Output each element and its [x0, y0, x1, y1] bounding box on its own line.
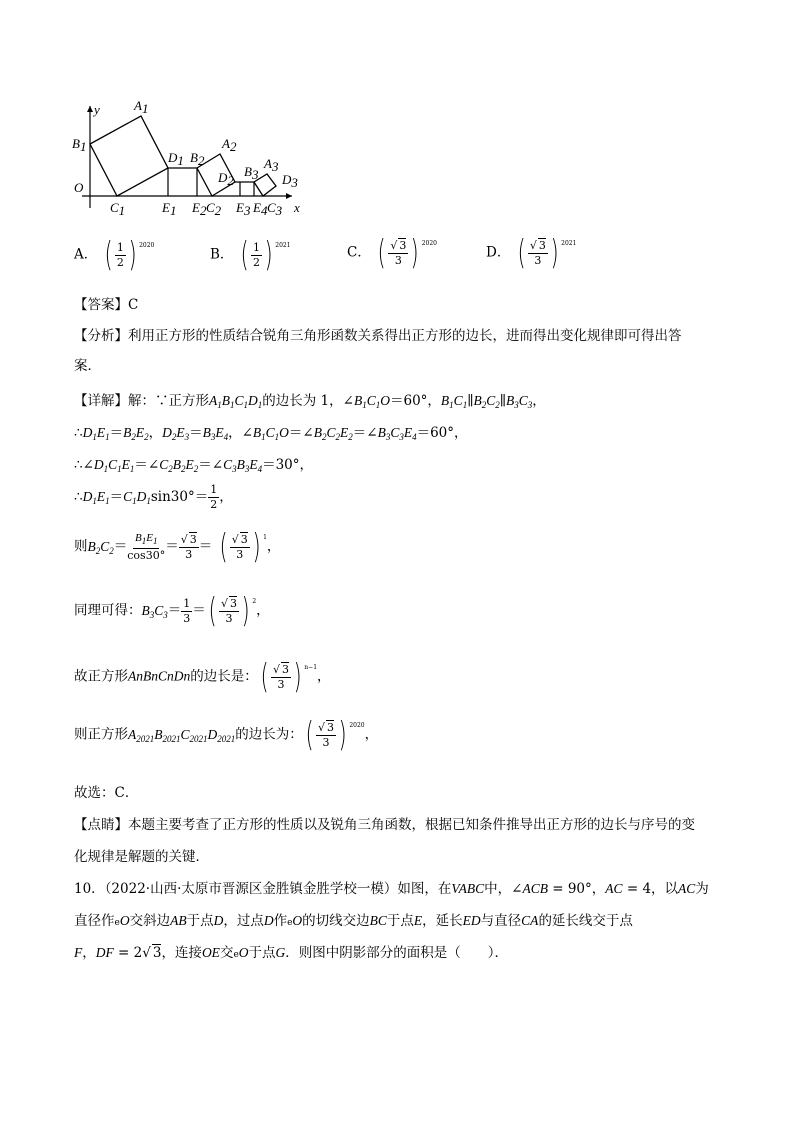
q10-line-3: F，DF = 2√ 3，连接OE交eO于点G．则图中阴影部分的面积是（ ）． [74, 945, 509, 961]
detail-line-5: 则$B_2C_2=$ $\frac{B_1E_1}{\cos 30^\circ}$ ＝ $\frac{√ 3}{3}$ ＝ ( $\frac{√ 3}{3}$ ) $^1$， [74, 527, 281, 567]
origin-label: O [74, 180, 84, 195]
svg-text:D3: D3 [282, 172, 298, 190]
answer-line: 【答案】C [74, 297, 139, 313]
svg-text:C3: C3 [267, 200, 283, 218]
detail-line-1: 【详解】解：∵正方形$A_1B_1C_1D_1$的边长为 1，$\angle B_1C_1O=60^\circ$，$B_1C_1\parallel B_2C_2\parallel B_3C_3$， [74, 393, 546, 410]
svg-text:D1: D1 [168, 150, 184, 168]
svg-text:E2: E2 [192, 200, 207, 218]
svg-text:E4: E4 [253, 200, 268, 218]
option-d[interactable]: D． ( $\frac{√ 3}{3}$ ) $^{2021}$ [486, 233, 577, 273]
svg-text:C1: C1 [110, 200, 126, 218]
detail-line-9: 故选：C． [74, 785, 139, 801]
detail-line-2: $\therefore D_1E_1=B_2E_2$，$D_2E_3=B_3E_4$，$\angle B_1C_1O=\angle B_2C_2E_2=\angle B_3C_3E_4=60^\circ$， [74, 425, 468, 442]
svg-text:C2: C2 [206, 200, 222, 218]
analysis-line-1: 【分析】利用正方形的性质结合锐角三角形函数关系得出正方形的边长，进而得出变化规律即可得出答 [74, 328, 682, 344]
x-label: x [294, 200, 300, 215]
detail-line-3: $\therefore\angle D_1C_1E_1=\angle C_2B_2E_2=\angle C_3B_3E_4=30^\circ$， [74, 457, 314, 474]
svg-text:A1: A1 [134, 98, 149, 116]
svg-text:B2: B2 [190, 150, 205, 168]
q10-line-2: 直径作eO交斜边AB于点D，过点D作eO的切线交边BC于点E，延长ED与直径CA的延长线交于点 [74, 913, 633, 929]
analysis-line-2: 案． [74, 358, 101, 374]
svg-text:A3: A3 [264, 156, 279, 174]
detail-line-4: $\therefore D_1E_1=C_1D_1\sin 30^\circ=$ $\frac{1}{2}$ ， [74, 483, 233, 511]
option-b[interactable]: B． ( $\frac{1}{2}$ ) $^{2021}$ [210, 235, 291, 275]
square-1 [90, 116, 168, 196]
svg-text:D2: D2 [218, 170, 234, 188]
option-c[interactable]: C． ( $\frac{√ 3}{3}$ ) $^{2020}$ [347, 233, 437, 273]
svg-text:B3: B3 [244, 164, 259, 182]
svg-text:A2: A2 [222, 136, 237, 154]
option-a[interactable]: A． ( $\frac{1}{2}$ ) $^{2020}$ [74, 235, 155, 275]
y-label: y [94, 102, 100, 117]
svg-text:E1: E1 [162, 200, 177, 218]
svg-text:E3: E3 [236, 200, 251, 218]
squares-figure [60, 98, 310, 218]
comment-line-1: 【点睛】本题主要考查了正方形的性质以及锐角三角函数，根据已知条件推导出正方形的边长与序号的变 [74, 817, 695, 833]
svg-text:B1: B1 [72, 136, 87, 154]
q10-line-1: 10．（2022·山西·太原市晋源区金胜镇金胜学校一模）如图，在VABC中，∠ACB = 90°，AC = 4，以AC为 [74, 881, 709, 897]
comment-line-2: 化规律是解题的关键． [74, 849, 209, 865]
detail-line-8: 则正方形$A_{2021}B_{2021}C_{2021}D_{2021}$的边长为： ( $\frac{√ 3}{3}$ ) $^{2020}$， [74, 715, 379, 755]
detail-line-7: 故正方形AnBnCnDn的边长是： ( $\frac{√ 3}{3}$ ) $^{n-1}$， [74, 657, 331, 697]
detail-line-6: 同理可得：$B_3C_3=$ $\frac{1}{3}$ ＝ ( $\frac{√ 3}{3}$ ) $^2$， [74, 591, 270, 631]
